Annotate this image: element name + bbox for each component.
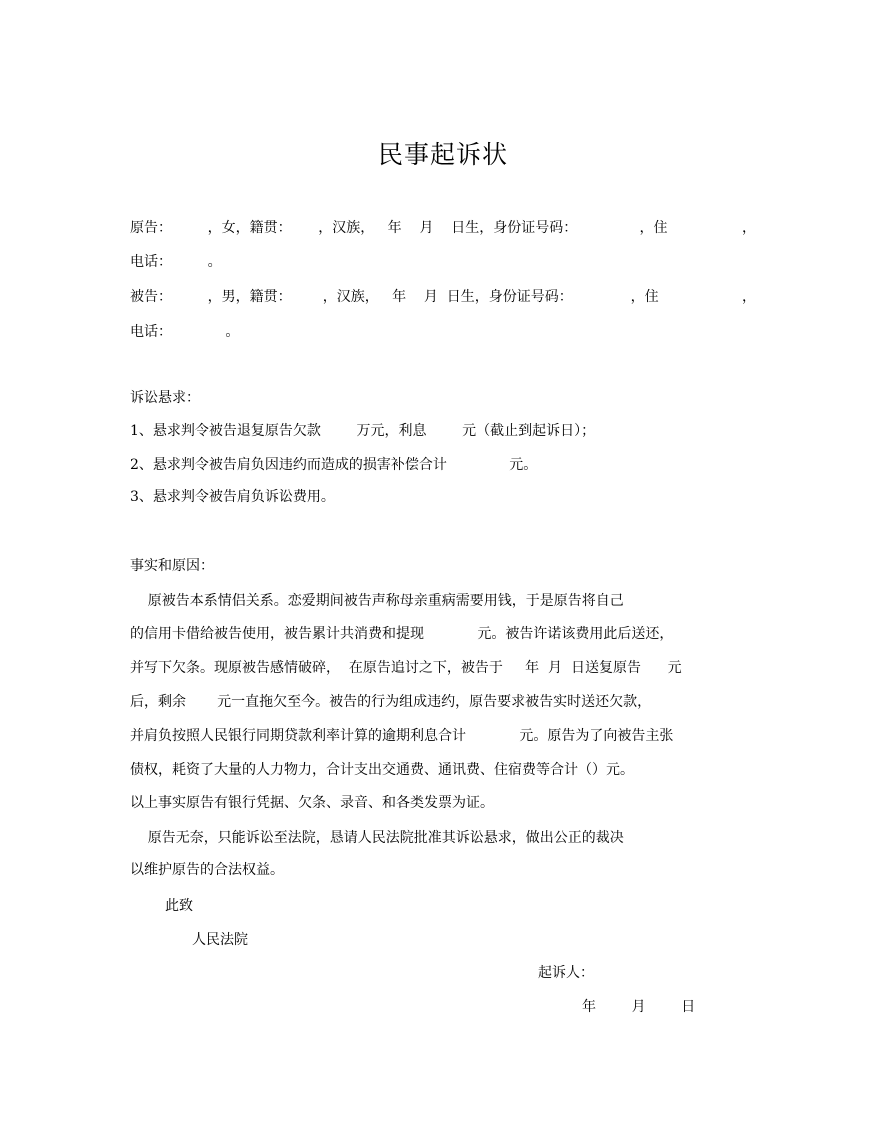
facts-line-2: 的信用卡借给被告使用，被告累计共消费和提现 元。被告许诺该费用此后送还， — [130, 626, 674, 642]
signature-date: 年 月 日 — [582, 999, 696, 1015]
claim-item-1: 1、悬求判令被告退复原告欠款 万元，利息 元（截止到起诉日）； — [130, 423, 596, 439]
facts-line-4: 后，剩余 元一直拖欠至今。被告的行为组成违约，原告要求被告实时送还欠款， — [130, 694, 652, 710]
document-title: 民事起诉状 — [377, 140, 508, 169]
facts-line-1: 原被告本系情侣关系。恋爱期间被告声称母亲重病需要用钱，于是原告将自己 — [130, 593, 624, 609]
facts-line-9: 以维护原告的合法权益。 — [130, 862, 284, 878]
facts-line-7: 以上事实原告有银行凭据、欠条、录音、和各类发票为证。 — [130, 795, 494, 811]
facts-heading: 事实和原因： — [130, 558, 214, 574]
signer-label: 起诉人： — [538, 965, 594, 981]
salutation: 此致 — [165, 898, 193, 914]
court-name: 人民法院 — [192, 932, 248, 948]
facts-line-8: 原告无奈，只能诉讼至法院，恳请人民法院批准其诉讼悬求，做出公正的裁决 — [130, 830, 624, 846]
defendant-line-1: 被告： ，男，籍贯： ，汉族， 年 月 日生，身份证号码： ，住 — [130, 289, 659, 305]
claim-item-2: 2、悬求判令被告肩负因违约而造成的损害补偿合计 元。 — [130, 457, 538, 473]
defendant-line-2: 电话： 。 — [130, 324, 240, 340]
facts-line-3: 并写下欠条。现原被告感情破碎， 在原告追讨之下，被告于 年 月 日送复原告 元 — [130, 660, 682, 676]
plaintiff-line-1: 原告： ，女，籍贯： ，汉族， 年 月 日生，身份证号码： ，住 — [130, 220, 668, 236]
defendant-line-1-end: ， — [742, 289, 756, 305]
claim-item-3: 3、悬求判令被告肩负诉讼费用。 — [130, 489, 335, 505]
plaintiff-line-2: 电话： 。 — [130, 254, 222, 270]
plaintiff-line-1-end: ， — [742, 220, 756, 236]
facts-line-5: 并肩负按照人民银行同期贷款利率计算的逾期利息合计 元。原告为了向被告主张 — [130, 728, 674, 744]
facts-line-6: 债权，耗资了大量的人力物力，合计支出交通费、通讯费、住宿费等合计（）元。 — [130, 762, 634, 778]
claims-heading: 诉讼悬求： — [130, 390, 200, 406]
